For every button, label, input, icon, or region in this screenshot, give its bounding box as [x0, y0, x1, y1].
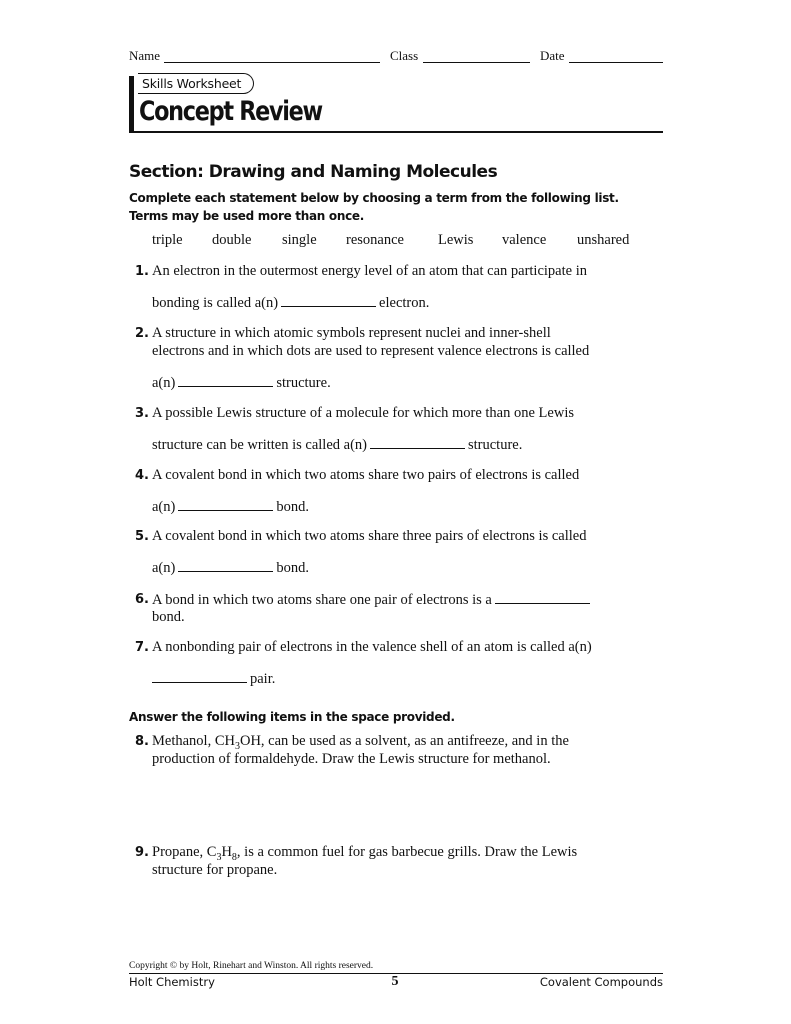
answer-blank[interactable]: [495, 591, 590, 604]
question-text: a(n) structure.: [152, 375, 331, 391]
question-text: Propane, $C_3H_8$, is a common fuel for gas barbecue grills. Draw the Lewis: [152, 844, 578, 863]
copyright: Copyright © by Holt, Rinehart and Winston. All rights reserved.: [129, 961, 374, 971]
class-label: Class: [390, 48, 419, 63]
class-field[interactable]: [423, 62, 530, 63]
question-number: 3.: [135, 406, 149, 421]
question-number: 9.: [135, 845, 149, 860]
instructions-line-1: Complete each statement below by choosing a term from the following list.: [129, 191, 619, 205]
question-text: An electron in the outermost energy level of an atom that can participate in: [152, 263, 587, 279]
term-valence: valence: [502, 232, 547, 248]
question-text: bonding is called a(n) electron.: [152, 295, 430, 311]
question-text: a(n) bond.: [152, 560, 309, 576]
term-single: single: [282, 232, 317, 248]
title-bar: [129, 76, 134, 133]
answer-blank[interactable]: [370, 436, 465, 449]
name-field[interactable]: [164, 62, 380, 63]
term-resonance: resonance: [346, 232, 404, 248]
answer-blank[interactable]: [152, 670, 247, 683]
answer-space-8[interactable]: [150, 775, 663, 835]
term-triple: triple: [152, 232, 183, 248]
question-text: Methanol, $CH_3OH$, can be used as a solvent, as an antifreeze, and in the: [152, 733, 569, 752]
answer-blank[interactable]: [178, 498, 273, 511]
page-title: Concept Review: [139, 96, 322, 127]
page-number: 5: [391, 974, 399, 989]
answer-blank[interactable]: [178, 559, 273, 572]
part2-instructions: Answer the following items in the space provided.: [129, 710, 455, 724]
instructions-line-2: Terms may be used more than once.: [129, 209, 364, 223]
answer-space-9[interactable]: [150, 885, 663, 950]
term-lewis: Lewis: [438, 232, 474, 248]
question-number: 5.: [135, 529, 149, 544]
question-text: A covalent bond in which two atoms share two pairs of electrons is called: [152, 467, 580, 483]
question-text: production of formaldehyde. Draw the Lewis structure for methanol.: [152, 751, 551, 767]
title-rule: [129, 131, 663, 133]
section-heading: Section: Drawing and Naming Molecules: [129, 162, 498, 182]
worksheet-tag: Skills Worksheet: [138, 73, 254, 94]
question-number: 6.: [135, 592, 149, 607]
date-label: Date: [540, 48, 565, 63]
question-number: 8.: [135, 734, 149, 749]
footer-book-title: Holt Chemistry: [129, 975, 215, 989]
term-unshared: unshared: [577, 232, 630, 248]
answer-blank[interactable]: [178, 374, 273, 387]
term-double: double: [212, 232, 252, 248]
question-number: 2.: [135, 326, 149, 341]
answer-blank[interactable]: [281, 294, 376, 307]
footer-chapter: Covalent Compounds: [539, 975, 663, 989]
question-text: structure for propane.: [152, 862, 278, 878]
name-label: Name: [129, 48, 161, 63]
question-number: 4.: [135, 468, 149, 483]
question-number: 1.: [135, 264, 149, 279]
question-text: electrons and in which dots are used to represent valence electrons is called: [152, 343, 590, 359]
question-text: A possible Lewis structure of a molecule for which more than one Lewis: [152, 405, 574, 421]
date-field[interactable]: [569, 62, 663, 63]
question-text: A structure in which atomic symbols represent nuclei and inner-shell: [152, 325, 551, 341]
question-text: pair.: [152, 670, 275, 688]
question-text: A covalent bond in which two atoms share three pairs of electrons is called: [152, 528, 587, 544]
question-number: 7.: [135, 640, 149, 655]
question-text: A nonbonding pair of electrons in the valence shell of an atom is called a(n): [152, 639, 592, 655]
question-text: structure can be written is called a(n) structure.: [152, 437, 523, 453]
question-text: bond.: [152, 609, 185, 625]
question-text: A bond in which two atoms share one pair of electrons is a: [152, 591, 593, 609]
question-text: a(n) bond.: [152, 499, 309, 515]
